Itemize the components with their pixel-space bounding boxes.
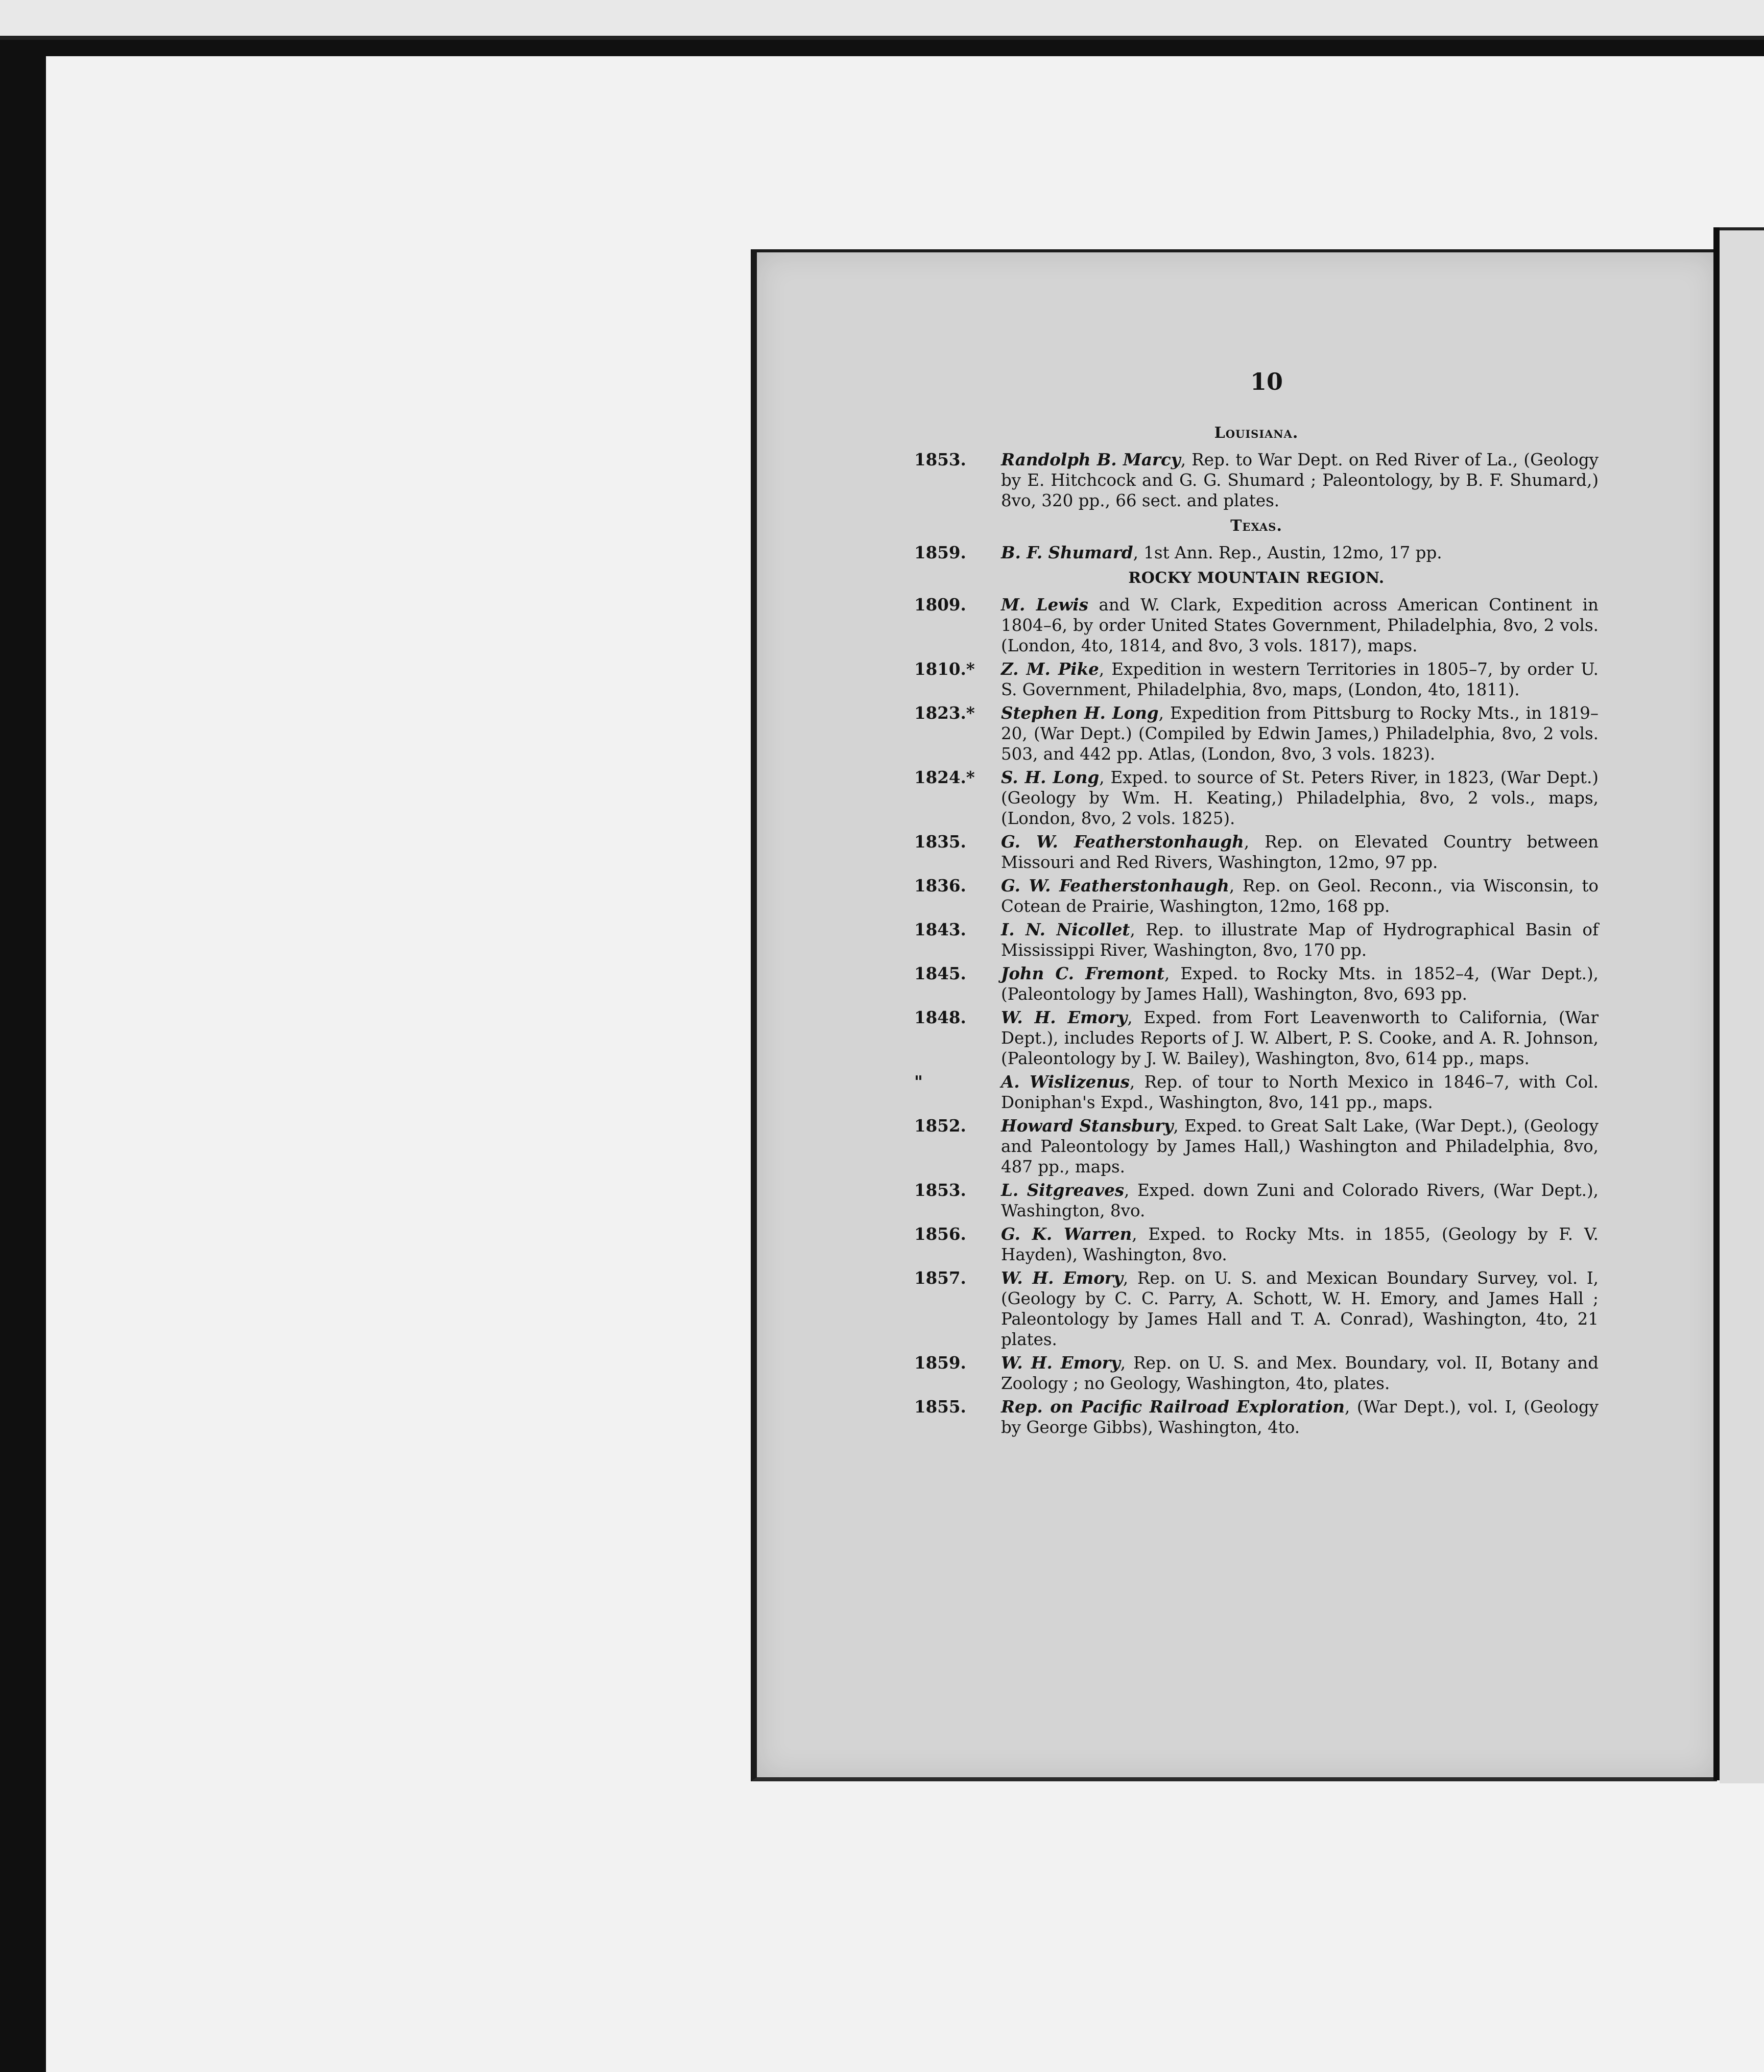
entry-author: Stephen H. Long [1001, 703, 1159, 723]
entry-author: Randolph B. Marcy [1001, 450, 1181, 469]
entry-details: , Rep. to illustrate Map of Hydrographical Basin of Mississippi River, Washington, 8vo, 170 pp. [1001, 920, 1599, 960]
scan-top-strip [0, 0, 1764, 40]
section-heading: Louisiana. [1214, 424, 1299, 442]
bibliography-entry [914, 450, 1599, 511]
entry-details: , 1st Ann. Rep., Austin, 12mo, 17 pp. [1133, 543, 1442, 562]
bibliography-entry [914, 543, 1599, 563]
bibliography-entry [914, 659, 1599, 700]
bibliography-entry [914, 1007, 1599, 1069]
entry-citation [1001, 1353, 1599, 1394]
entry-details: , Exped. from Fort Leavenworth to California, (War Dept.), includes Reports of J. W. Albert, P. S. Cooke, and A. R. Johnson, (Paleontology by J. W. Bailey), Washington, 8vo, 614 pp., maps. [1001, 1008, 1599, 1068]
bibliography-entry [914, 920, 1599, 960]
entry-author: G. K. Warren [1001, 1224, 1132, 1244]
entry-year: 1809. [914, 595, 966, 615]
entry-citation [1001, 963, 1599, 1004]
bibliography-entry [914, 1268, 1599, 1350]
entry-year: 1810.* [914, 659, 975, 679]
entry-details: , Exped. to Rocky Mts. in 1852–4, (War Dept.), (Paleontology by James Hall), Washington, 8vo, 693 pp. [1001, 964, 1599, 1004]
entry-citation [1001, 1268, 1599, 1350]
entry-author: W. H. Emory [1001, 1007, 1128, 1027]
entry-year: 1845. [914, 963, 966, 983]
entry-citation [1001, 1007, 1599, 1069]
entry-author: Rep. on Pacific Railroad Exploration [1001, 1397, 1345, 1417]
bibliography-entry [914, 1116, 1599, 1177]
entry-author: Howard Stansbury [1001, 1116, 1174, 1136]
entry-citation [1001, 1224, 1599, 1265]
entry-year: 1859. [914, 1353, 966, 1373]
entry-year: 1859. [914, 543, 966, 562]
bibliography-entry [914, 832, 1599, 873]
entry-year: 1836. [914, 876, 966, 896]
entry-details: , Rep. on U. S. and Mex. Boundary, vol. II, Botany and Zoology ; no Geology, Washington, 4to, plates. [1001, 1353, 1599, 1393]
entry-author: S. H. Long [1001, 767, 1100, 787]
entry-citation [1001, 1180, 1599, 1221]
entry-citation [1001, 450, 1599, 511]
entry-citation [1001, 703, 1599, 764]
entry-author: L. Sitgreaves [1001, 1180, 1125, 1200]
bibliography-entry [914, 963, 1599, 1004]
entry-author: A. Wislizenus [1001, 1072, 1130, 1092]
entry-year: 1848. [914, 1007, 966, 1027]
entry-details: , Rep. on Elevated Country between Missouri and Red Rivers, Washington, 12mo, 97 pp. [1001, 832, 1599, 872]
entry-year: 1856. [914, 1224, 966, 1244]
section-heading: ROCKY MOUNTAIN REGION. [1128, 569, 1385, 587]
page-gutter-edge [1713, 227, 1720, 1780]
entry-details: , Exped. to Rocky Mts. in 1855, (Geology by F. V. Hayden), Washington, 8vo. [1001, 1225, 1599, 1264]
entry-citation [1001, 595, 1599, 656]
entry-year: 1835. [914, 832, 966, 852]
bibliography-entry [914, 1353, 1599, 1394]
entry-citation [1001, 832, 1599, 873]
entry-citation [1001, 543, 1599, 563]
entry-year: 1852. [914, 1116, 966, 1136]
entry-citation [1001, 876, 1599, 916]
entry-author: I. N. Nicollet [1001, 920, 1130, 939]
entry-year: 1857. [914, 1268, 966, 1288]
entry-citation [1001, 1116, 1599, 1177]
bibliography-entry [914, 595, 1599, 656]
entry-author: W. H. Emory [1001, 1268, 1123, 1288]
entry-author: M. Lewis [1001, 595, 1088, 615]
section-heading: Texas. [1230, 517, 1282, 535]
entry-citation [1001, 767, 1599, 829]
entry-details: , Exped. to source of St. Peters River, in 1823, (War Dept.) (Geology by Wm. H. Keating,) Philadelphia, 8vo, 2 vols., maps, (London, 8vo, 2 vols. 1825). [1001, 768, 1599, 828]
entry-citation [1001, 659, 1599, 700]
entry-year: 1823.* [914, 703, 975, 723]
bibliography-entry [914, 1072, 1599, 1113]
entry-details: , Rep. on Geol. Reconn., via Wisconsin, to Cotean de Prairie, Washington, 12mo, 168 pp. [1001, 876, 1599, 916]
adjacent-page-sliver [1720, 227, 1764, 1783]
entry-citation [1001, 1072, 1599, 1113]
entry-year: 1843. [914, 920, 966, 939]
entry-year: " [914, 1072, 923, 1092]
bibliography-entry [914, 876, 1599, 916]
entry-details: , Expedition in western Territories in 1805–7, by order U. S. Government, Philadelphia, 8vo, maps, (London, 4to, 1811). [1001, 660, 1599, 699]
entry-author: G. W. Featherstonhaugh [1001, 876, 1229, 896]
entry-citation [1001, 920, 1599, 960]
entry-citation [1001, 1397, 1599, 1438]
entry-details: , Rep. to War Dept. on Red River of La., (Geology by E. Hitchcock and G. G. Shumard ; Paleontology, by B. F. Shumard,) 8vo, 320 pp., 66 sect. and plates. [1001, 450, 1599, 510]
entry-details: , (War Dept.), vol. I, (Geology by George Gibbs), Washington, 4to. [1001, 1397, 1599, 1437]
entry-details: and W. Clark, Expedition across American Continent in 1804–6, by order United States Government, Philadelphia, 8vo, 2 vols. (London, 4to, 1814, and 8vo, 3 vols. 1817), maps. [1001, 595, 1599, 655]
entry-details: , Rep. of tour to North Mexico in 1846–7, with Col. Doniphan's Expd., Washington, 8vo, 141 pp., maps. [1001, 1072, 1599, 1112]
page-number: 10 [1250, 368, 1283, 395]
entry-year: 1853. [914, 450, 966, 469]
entry-author: B. F. Shumard [1001, 543, 1133, 562]
entry-details: , Exped. to Great Salt Lake, (War Dept.), (Geology and Paleontology by James Hall,) Washington and Philadelphia, 8vo, 487 pp., maps. [1001, 1116, 1599, 1176]
bibliography-entry [914, 767, 1599, 829]
bibliography-text [914, 418, 1599, 1441]
entry-details: , Exped. down Zuni and Colorado Rivers, (War Dept.), Washington, 8vo. [1001, 1181, 1599, 1220]
bibliography-entry [914, 1180, 1599, 1221]
entry-author: Z. M. Pike [1001, 659, 1099, 679]
entry-details: , Expedition from Pittsburg to Rocky Mts., in 1819–20, (War Dept.) (Compiled by Edwin James,) Philadelphia, 8vo, 2 vols. 503, and 442 pp. Atlas, (London, 8vo, 3 vols. 1823). [1001, 703, 1599, 764]
entry-author: G. W. Featherstonhaugh [1001, 832, 1244, 852]
entry-year: 1824.* [914, 767, 975, 787]
bibliography-entry [914, 1397, 1599, 1438]
entry-author: W. H. Emory [1001, 1353, 1121, 1373]
bibliography-entry [914, 703, 1599, 764]
entry-year: 1853. [914, 1180, 966, 1200]
entry-details: , Rep. on U. S. and Mexican Boundary Survey, vol. I, (Geology by C. C. Parry, A. Schott, W. H. Emory, and James Hall ; Paleontology by James Hall and T. A. Conrad), Washington, 4to, 21 plates. [1001, 1268, 1599, 1349]
entry-year: 1855. [914, 1397, 966, 1417]
entry-author: John C. Fremont [1001, 963, 1164, 983]
bibliography-entry [914, 1224, 1599, 1265]
